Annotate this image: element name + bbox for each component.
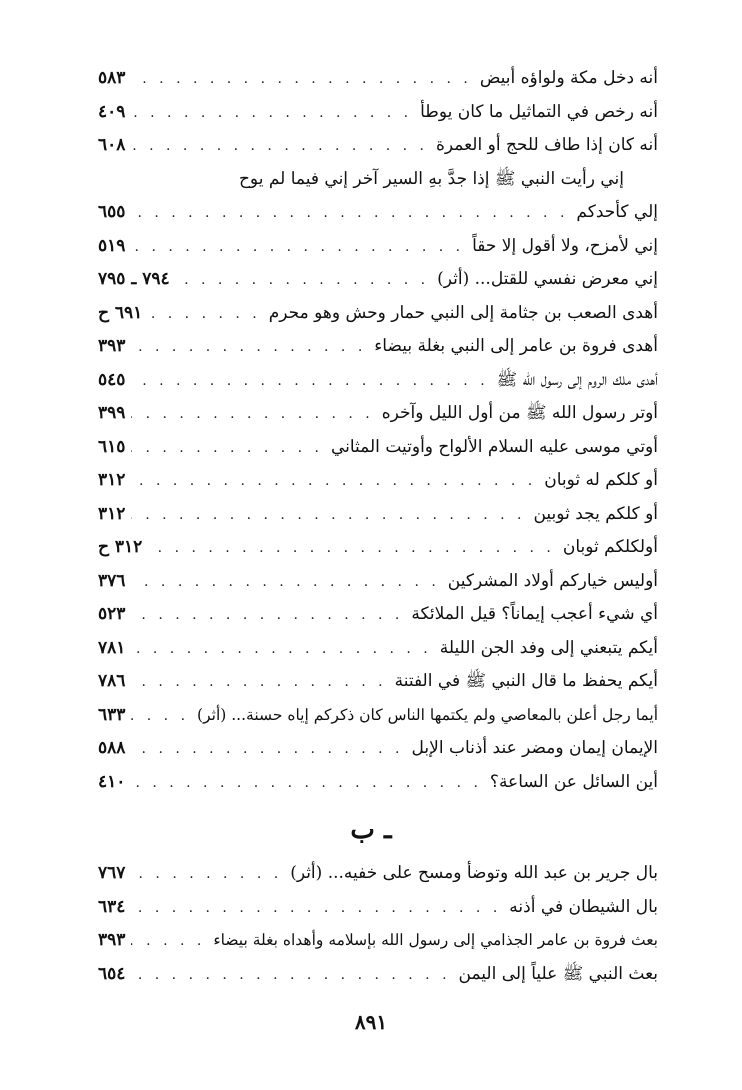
entry-page-number: ٦١٥ — [98, 436, 126, 457]
entry-text: أنه دخل مكة ولواؤه أبيض — [479, 68, 658, 88]
entry-text: أي شيء أعجب إيماناً؟ قيل الملائكة — [411, 604, 658, 624]
entry-text: أهدى ملك الروم إلى رسول الله ﷺ — [496, 369, 658, 390]
leader-dots — [131, 398, 373, 432]
index-entry — [98, 364, 658, 398]
entry-page-number: ٦٣٣ — [98, 704, 126, 725]
entry-text: إني معرض نفسي للقتل... (أثر) — [437, 269, 658, 289]
leader-dots — [131, 700, 189, 734]
index-entry — [98, 62, 658, 96]
entry-page-number: ٣٧٦ — [98, 570, 126, 591]
entry-page-number: ٦٠٨ — [98, 135, 126, 155]
entry-page-number: ٥٤٥ — [98, 369, 126, 390]
entry-page-number: ٣٩٩ — [98, 403, 126, 423]
entry-page-number: ٧٩٤ ـ ٧٩٥ — [98, 269, 170, 289]
entry-text: أو كلكم له ثوبان — [544, 470, 658, 490]
index-entry — [98, 857, 658, 891]
entry-page-number: ٥٢٣ — [98, 604, 126, 624]
entry-text: أيما رجل أعلن بالمعاصي ولم يكتمها الناس كان ذكركم إياه حسنة... (أثر) — [197, 705, 658, 724]
index-entry — [98, 129, 658, 163]
entry-page-number: ٦٣٤ — [98, 896, 126, 917]
index-entry — [98, 958, 658, 992]
entry-text: أنه رخص في التماثيل ما كان يوطأ — [420, 101, 658, 122]
entry-page-number: ٤٠٩ — [98, 101, 126, 122]
leader-dots — [131, 733, 403, 767]
leader-dots — [131, 331, 366, 365]
index-entry — [98, 498, 658, 532]
leader-dots — [131, 97, 412, 131]
entry-text: أيكم يحفظ ما قال النبي ﷺ في الفتنة — [394, 671, 658, 691]
leader-dots — [131, 465, 536, 499]
entry-text: أو كلكم يجد ثوبين — [533, 503, 658, 524]
index-entry — [98, 263, 658, 297]
index-entry — [98, 766, 658, 800]
index-entry — [98, 196, 658, 230]
index-entry — [98, 230, 658, 264]
leader-dots — [131, 633, 431, 667]
leader-dots — [131, 432, 323, 466]
index-entry — [98, 565, 658, 599]
leader-dots — [131, 666, 386, 700]
entry-page-number: ٣١٢ ح — [98, 537, 143, 557]
entry-page-number: ٣٩٣ — [98, 930, 126, 950]
entry-text: أوليس خياركم أولاد المشركين — [447, 570, 658, 591]
index-list-section-a — [98, 62, 658, 799]
leader-dots — [131, 959, 450, 993]
section-heading-ba: ـ ب — [350, 815, 392, 845]
index-entry — [98, 732, 658, 766]
entry-text: بال الشيطان في أذنه — [509, 896, 658, 917]
leader-dots — [131, 63, 471, 97]
entry-text: أهدى الصعب بن جثامة إلى النبي حمار وحش وهو محرم — [268, 302, 658, 323]
leader-dots — [131, 566, 439, 600]
leader-dots — [131, 231, 464, 265]
leader-dots — [148, 298, 260, 332]
entry-page-number: ٣٩٣ — [98, 336, 126, 356]
entry-text: إلي كأحدكم — [576, 202, 658, 222]
entry-text: بعث النبي ﷺ علياً إلى اليمن — [458, 963, 658, 984]
entry-page-number: ٤١٠ — [98, 771, 126, 792]
entry-text: إني رأيت النبي ﷺ إذا جدَّ بهِ السير آخر إني فيما لم يوح — [238, 168, 624, 189]
entry-text: أولكلكم ثوبان — [562, 537, 658, 557]
entry-text: أيكم يتبعني إلى وفد الجن الليلة — [439, 637, 658, 658]
entry-text: بعث فروة بن عامر الجذامي إلى رسول الله بإسلامه وأهداه بغلة بيضاء — [213, 931, 658, 949]
index-entry — [98, 924, 658, 958]
index-entry — [98, 891, 658, 925]
entry-page-number: ٦٥٤ — [98, 963, 126, 984]
index-entry — [98, 330, 658, 364]
entry-page-number: ٥٨٣ — [98, 68, 126, 88]
entry-text: بال جرير بن عبد الله وتوضأ ومسح على خفيه... (أثر) — [290, 863, 658, 883]
leader-dots — [131, 197, 568, 231]
leader-dots — [131, 858, 282, 892]
index-entry — [98, 632, 658, 666]
leader-dots — [148, 532, 555, 566]
leader-dots — [131, 767, 482, 801]
entry-text: أين السائل عن الساعة؟ — [489, 771, 658, 792]
leader-dots — [131, 925, 205, 959]
entry-text: أوتي موسى عليه السلام الألواح وأوتيت المثاني — [330, 436, 658, 457]
index-entry — [98, 397, 658, 431]
entry-text: أنه كان إذا طاف للحج أو العمرة — [435, 135, 658, 155]
index-entry — [98, 96, 658, 130]
leader-dots — [131, 599, 403, 633]
index-entry — [98, 531, 658, 565]
index-entry — [98, 598, 658, 632]
entry-text: أوتر رسول الله ﷺ من أول الليل وآخره — [381, 403, 658, 423]
index-entry — [98, 665, 658, 699]
index-list-section-b — [98, 857, 658, 991]
index-entry-wrapped-first-line — [98, 163, 658, 197]
entry-text: الإيمان إيمان ومضر عند أذناب الإبل — [411, 738, 658, 758]
index-entry — [98, 699, 658, 733]
entry-page-number: ٦٥٥ — [98, 202, 126, 222]
entry-page-number: ٦٩١ ح — [98, 302, 143, 323]
entry-page-number: ٥٨٨ — [98, 738, 126, 758]
index-entry — [98, 431, 658, 465]
entry-page-number: ٣١٢ — [98, 503, 126, 524]
entry-page-number: ٣١٢ — [98, 470, 126, 490]
index-entry — [98, 464, 658, 498]
entry-page-number: ٧٦٧ — [98, 863, 126, 883]
leader-dots — [176, 264, 429, 298]
leader-dots — [131, 499, 525, 533]
entry-page-number: ٧٨٦ — [98, 671, 126, 691]
entry-text: أهدى فروة بن عامر إلى النبي بغلة بيضاء — [374, 336, 658, 356]
index-entry — [98, 297, 658, 331]
leader-dots — [131, 130, 428, 164]
entry-text: إني لأمزح، ولا أقول إلا حقاً — [472, 235, 658, 256]
entry-page-number: ٥١٩ — [98, 235, 126, 256]
entry-page-number: ٧٨١ — [98, 637, 126, 658]
leader-dots — [131, 365, 488, 399]
page-number: ٨٩١ — [354, 1010, 388, 1034]
leader-dots — [131, 892, 501, 926]
